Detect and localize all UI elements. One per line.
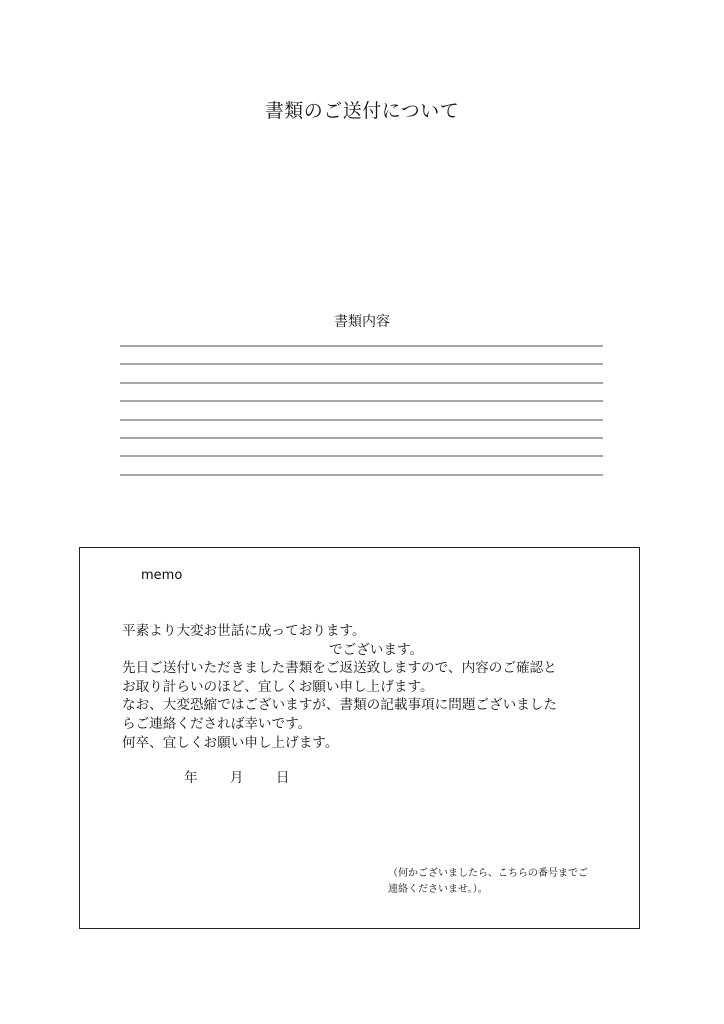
date-line: [184, 766, 289, 786]
date-day-label: 日: [275, 770, 290, 786]
letter-line-sender: でございます。: [329, 641, 424, 658]
letter-line-closing: 何卒、宜しくお願い申し上げます。: [122, 734, 339, 751]
contents-line-8: [120, 474, 603, 476]
contents-heading: 書類内容: [334, 314, 390, 330]
date-year-label: 年: [184, 770, 198, 786]
letter-line-5: なお、大変恐縮ではございますが、書類の記載事項に問題ございました: [122, 697, 557, 714]
memo-label: memo: [141, 568, 183, 583]
contents-line-6: [120, 437, 603, 439]
contents-lines: [120, 345, 603, 492]
letter-line-4: お取り計らいのほど、宜しくお願い申し上げます。: [122, 678, 434, 695]
date-month-label: 月: [229, 770, 244, 786]
contents-line-5: [120, 419, 603, 421]
contact-note: [388, 866, 618, 898]
letter-body: [122, 622, 622, 752]
contact-note-line-1: （何かございましたら、こちらの番号までご: [388, 868, 588, 879]
page-title: 書類のご送付について: [264, 100, 460, 122]
letter-line-3: 先日ご送付いただきました書類をご返送致しますので、内容のご確認と: [122, 660, 557, 677]
contact-note-line-2: 連絡くださいませ。）。: [388, 884, 488, 895]
contents-line-4: [120, 400, 603, 402]
contents-line-1: [120, 345, 603, 347]
letter-line-6: らご連絡くだされば幸いです。: [122, 715, 312, 732]
contents-line-2: [120, 363, 603, 365]
letter-line-greeting: 平素より大変お世話に成っております。: [122, 623, 366, 639]
memo-box: [79, 547, 640, 929]
contents-line-3: [120, 382, 603, 384]
contents-line-7: [120, 455, 603, 457]
